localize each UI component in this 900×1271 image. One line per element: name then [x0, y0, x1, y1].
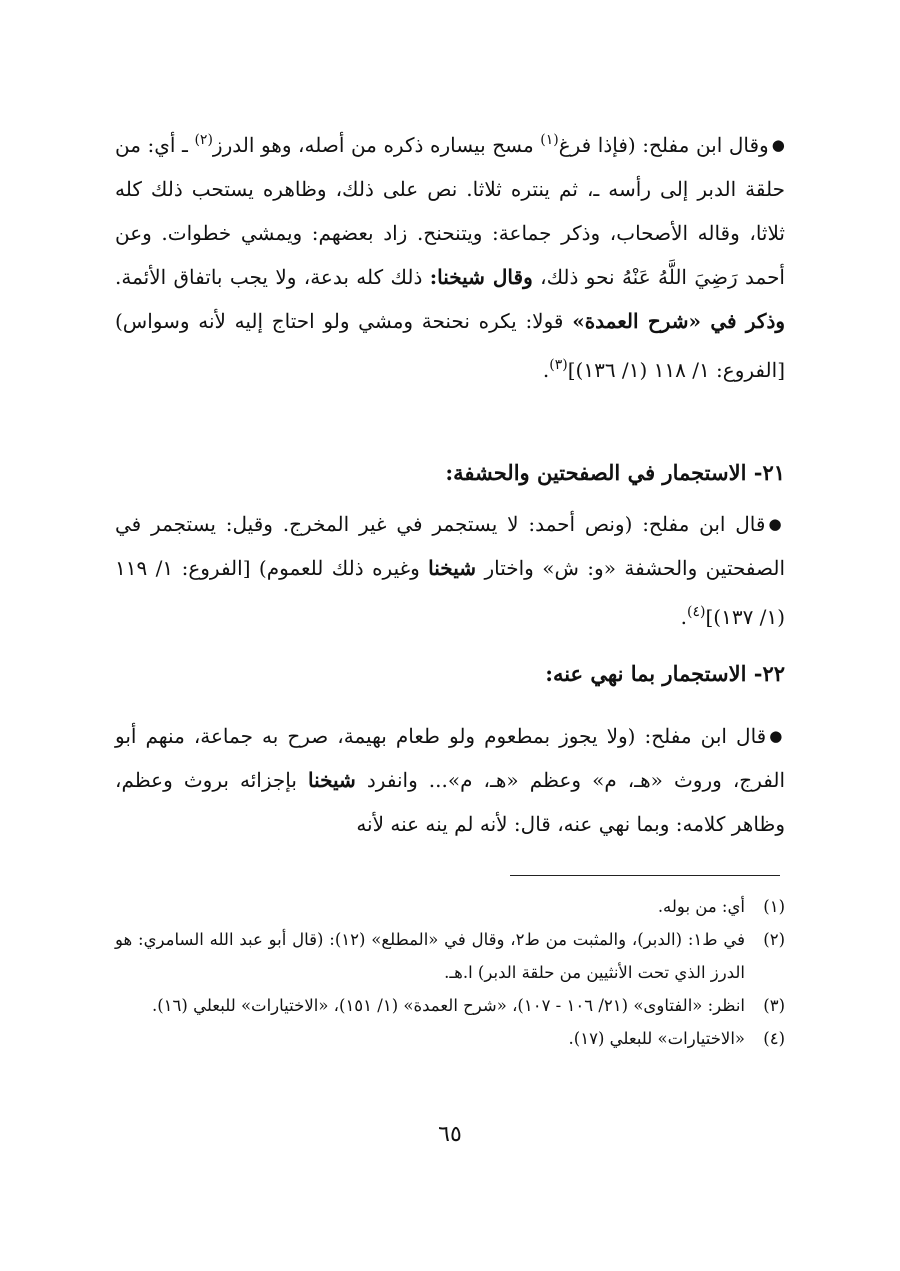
paragraph-1-text: مسح بيساره ذكره من أصله، وهو الدرز: [212, 133, 541, 157]
paragraph-3-text: بإجزائه بروث وعظم، وظاهر كلامه: وبما نهي عنه، قال: لأنه لم ينه عنه لأنه: [115, 768, 785, 836]
footnote-number: (٣): [763, 996, 785, 1015]
paragraph-1-text: ذلك كله بدعة، ولا يجب باتفاق الأئمة.: [115, 265, 430, 289]
paragraph-2-text: قال ابن مفلح: (ونص أحمد: لا يستجمر في غير المخرج. وقيل: يستجمر في الصفحتين والحشفة «و: ش» واختار: [115, 512, 785, 580]
footnote-1: [115, 890, 785, 923]
footnote-ref-2[interactable]: (٢): [194, 132, 213, 148]
bullet-icon: ●: [771, 136, 785, 154]
paragraph-3: [115, 714, 785, 846]
footnote-text: في ط١: (الدبر)، والمثبت من ط٢، وقال في «المطلع» (١٢): (قال أبو عبد الله السامري: هو الدرز الذي تحت الأنثيين من حلقة الدبر) ا.هـ.: [115, 930, 745, 982]
section-heading-21: ٢١- الاستجمار في الصفحتين والحشفة:: [445, 460, 785, 485]
paragraph-1-text: ـ أي: من حلقة الدبر إلى رأسه ـ، ثم ينتره ثلاثا. نص على ذلك، وظاهره يستحب ذلك كله ثلاثا، وقاله الأصحاب، وذكر جماعة: ويتنحنح. زاد بعضهم: ويمشي خطوات. وعن أحمد رَضِيَ اللَّهُ عَنْهُ نحو ذلك،: [115, 133, 785, 289]
footnote-ref-4[interactable]: (٤): [687, 604, 706, 620]
bold-phrase: وقال شيخنا:: [429, 265, 533, 289]
bold-phrase: شيخنا: [428, 556, 477, 580]
paragraph-1-text: قولا: يكره نحنحة ومشي ولو احتاج إليه لأنه وسواس) [الفروع: ١/ ١١٨ (١/ ١٣٦)]: [115, 309, 785, 382]
footnotes: [115, 890, 785, 1055]
section-heading-22: ٢٢- الاستجمار بما نهي عنه:: [545, 661, 785, 686]
footnote-text: «الاختيارات» للبعلي (١٧).: [568, 1029, 745, 1048]
footnote-text: أي: من بوله.: [657, 897, 745, 916]
bold-phrase: وذكر في «شرح العمدة»: [572, 309, 786, 333]
bullet-icon: ●: [768, 515, 785, 533]
paragraph-2: [115, 502, 785, 639]
bold-phrase: شيخنا: [307, 768, 356, 792]
footnote-2: [115, 923, 785, 989]
footnote-text: انظر: «الفتاوى» (٢١/ ١٠٦ - ١٠٧)، «شرح العمدة» (١/ ١٥١)، «الاختيارات» للبعلي (١٦).: [151, 996, 745, 1015]
paragraph-3-text: قال ابن مفلح: (ولا يجوز بمطعوم ولو طعام بهيمة، صرح به جماعة، منهم أبو الفرج، وروث «هـ، م» وعظم «هـ، م»... وانفرد: [115, 724, 786, 792]
footnote-ref-1[interactable]: (١): [540, 132, 559, 148]
footnote-4: [115, 1022, 785, 1055]
paragraph-2-text: .: [680, 605, 688, 629]
paragraph-1-text: وقال ابن مفلح: (فإذا فرغ: [558, 133, 769, 157]
paragraph-2-text: وغيره ذلك للعموم) [الفروع: ١/ ١١٩ (١/ ١٣٧)]: [115, 556, 785, 629]
page-number: ٦٥: [438, 1122, 462, 1147]
footnote-ref-3[interactable]: (٣): [549, 357, 568, 373]
footnote-number: (١): [763, 897, 785, 916]
bullet-icon: ●: [769, 727, 785, 745]
footnote-separator: [510, 875, 780, 876]
paragraph-1: [115, 118, 785, 392]
paragraph-1-text: .: [542, 358, 550, 382]
footnote-3: [115, 989, 785, 1022]
footnote-number: (٢): [763, 930, 785, 949]
footnote-number: (٤): [763, 1029, 785, 1048]
